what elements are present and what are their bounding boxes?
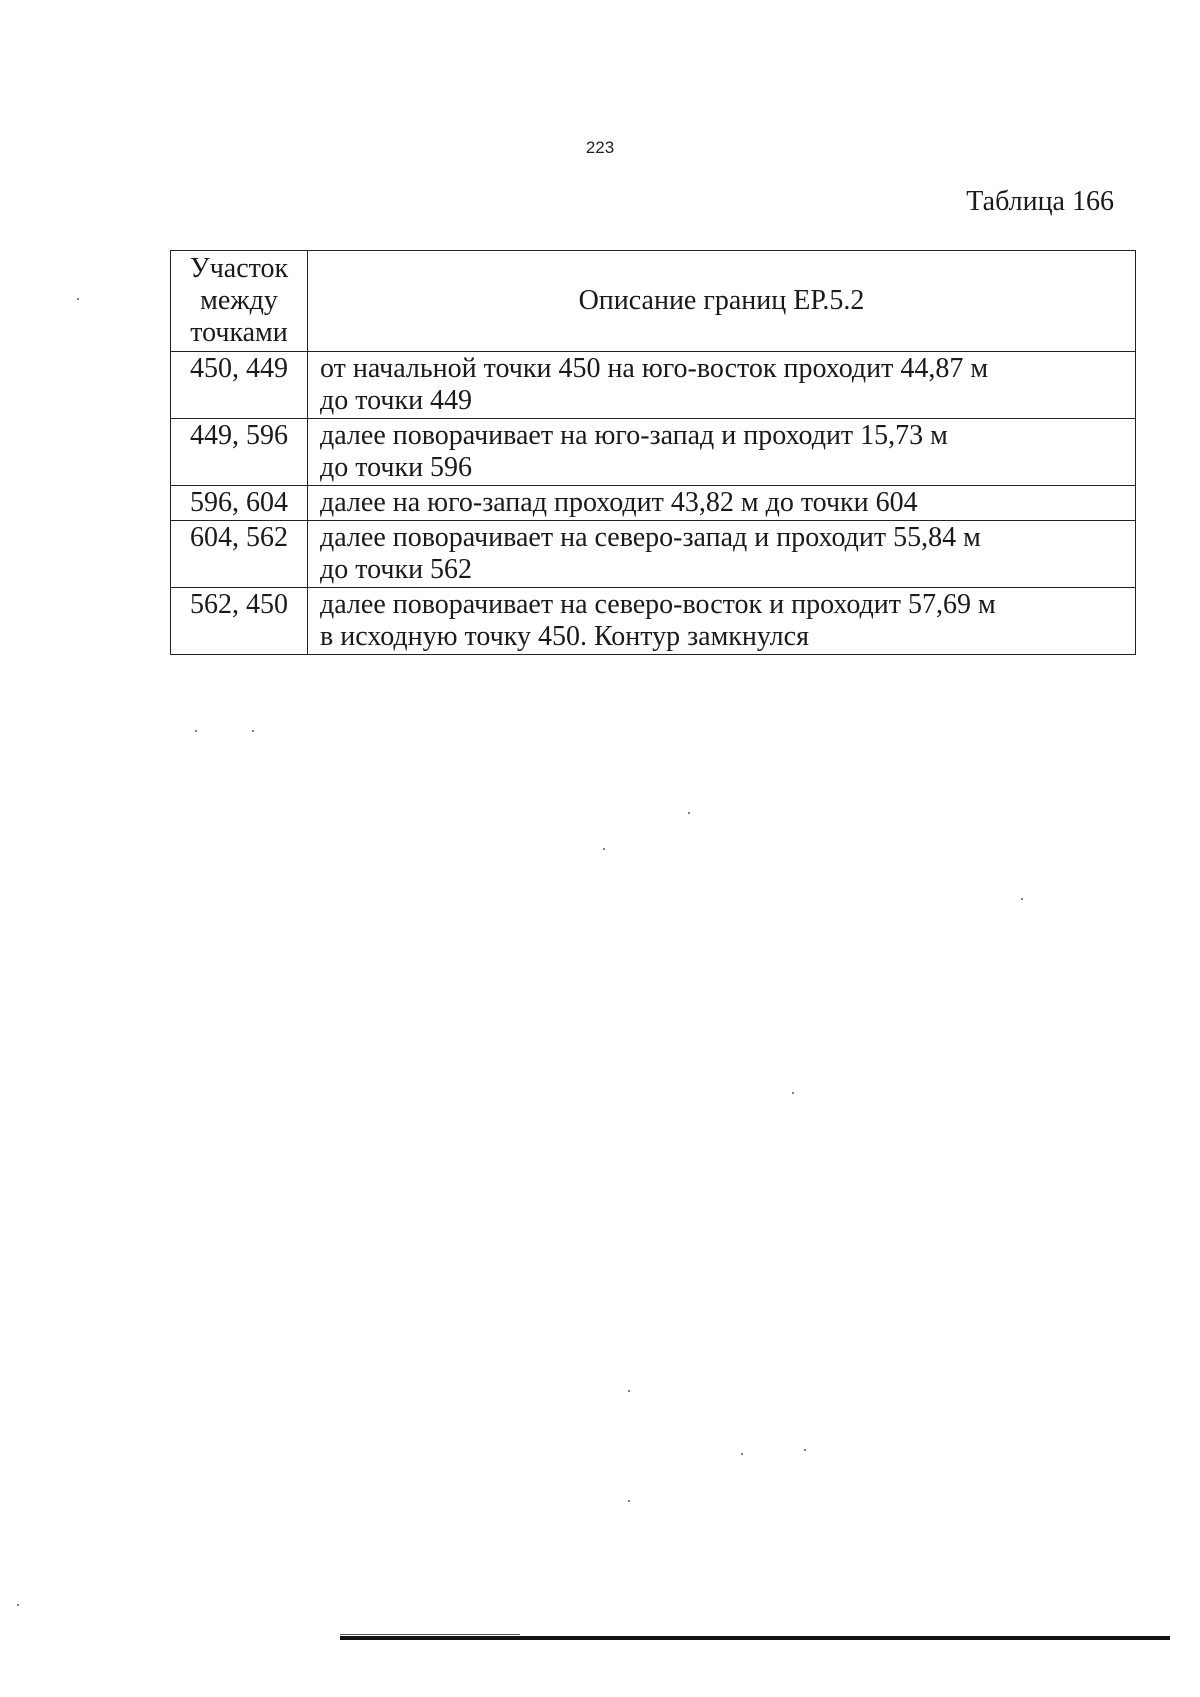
table-row [171,352,1136,419]
description-cell [308,352,1136,419]
boundary-table [170,250,1136,655]
scan-speck [17,1604,19,1606]
description-line: далее на юго-запад проходит 43,82 м до точки 604 [320,487,918,518]
segment-cell: 596, 604 [171,486,308,521]
scan-speck [741,1453,743,1455]
page-number: 223 [585,138,615,157]
segment-cell: 450, 449 [171,352,308,419]
description-cell [308,588,1136,655]
scan-speck [252,730,254,732]
scan-speck [1021,898,1023,900]
segment-header-line: Участок [189,253,289,284]
table-row [171,419,1136,486]
description-line: далее поворачивает на северо-восток и проходит 57,69 м [320,589,996,620]
description-line: далее поворачивает на юго-запад и проходит 15,73 м [320,420,948,451]
description-line: от начальной точки 450 на юго-восток проходит 44,87 м [320,353,989,384]
table-row [171,588,1136,655]
scan-speck [804,1449,806,1451]
segment-cell: 604, 562 [171,521,308,588]
description-cell [308,486,1136,521]
table-row [171,486,1136,521]
segment-header [171,251,308,352]
description-cell [308,419,1136,486]
scan-speck [77,298,79,300]
scan-speck [603,848,605,850]
segment-header-line: точками [190,317,288,348]
segment-cell: 562, 450 [171,588,308,655]
scan-speck [628,1500,630,1502]
description-line: до точки 596 [320,452,473,483]
table-caption: Таблица 166 [966,186,1114,217]
footer-rule-thin [340,1634,520,1635]
table-row [171,521,1136,588]
scan-speck [628,1390,630,1392]
description-line: до точки 562 [320,554,473,585]
description-cell [308,521,1136,588]
description-line: далее поворачивает на северо-запад и проходит 55,84 м [320,522,981,553]
scan-speck [792,1092,794,1094]
segment-cell: 449, 596 [171,419,308,486]
description-line: в исходную точку 450. Контур замкнулся [320,621,809,652]
description-header: Описание границ ЕР.5.2 [308,251,1136,352]
segment-header-line: между [200,285,278,316]
footer-rule [340,1636,1170,1640]
table-header-row [171,251,1136,352]
scan-speck [688,812,690,814]
scan-speck [195,730,197,732]
description-line: до точки 449 [320,385,473,416]
